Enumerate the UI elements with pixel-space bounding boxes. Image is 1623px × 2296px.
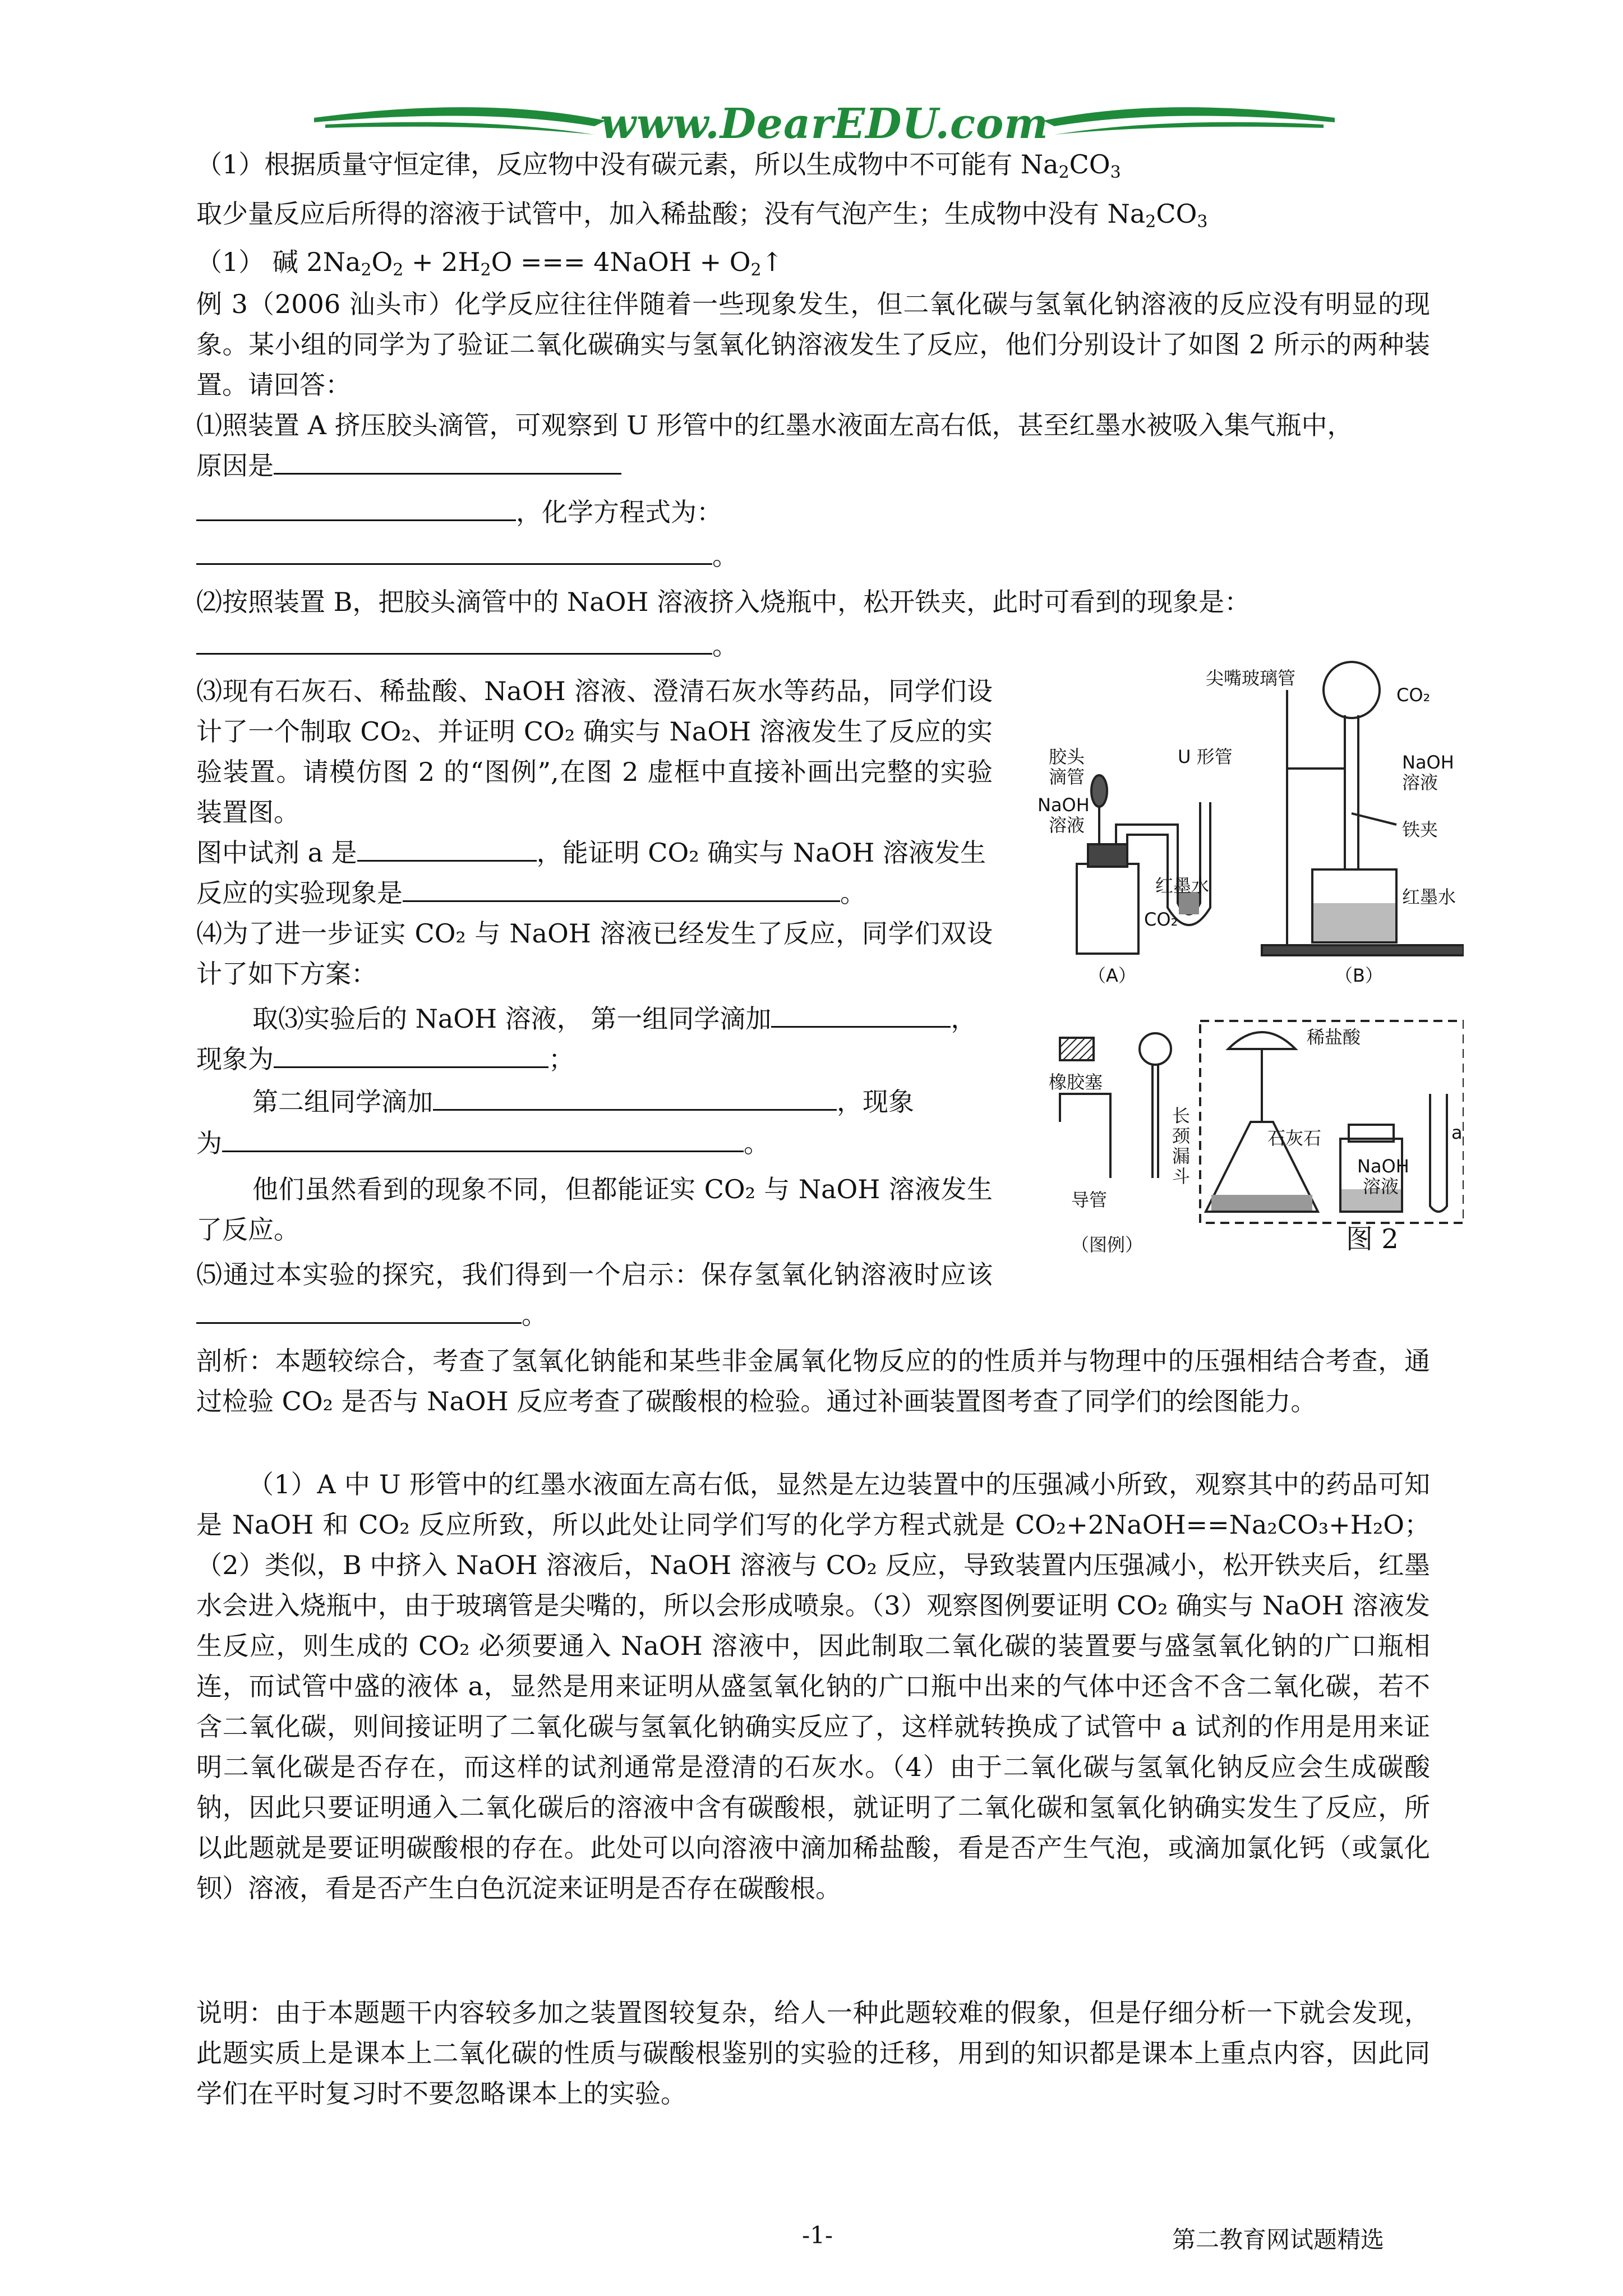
answer-blank[interactable] <box>222 1126 744 1152</box>
answer-blank[interactable] <box>274 1042 548 1068</box>
answer-blank[interactable] <box>403 876 840 902</box>
tube-icon <box>1060 1094 1110 1178</box>
svg-text:溶液: 溶液 <box>1402 772 1438 793</box>
analysis-paragraph-1: 剖析：本题较综合，考查了氢氧化钠能和某些非金属氧化物反应的的性质并与物理中的压强相结合考查，通过检验 CO₂ 是否与 NaOH 反应考查了碳酸根的检验。通过补画装置图考查了同学们的绘图能力。 <box>196 1346 1430 1416</box>
answer-blank[interactable] <box>196 1297 522 1324</box>
svg-text:NaOH: NaOH <box>1402 752 1454 773</box>
svg-text:溶液: 溶液 <box>1049 815 1085 836</box>
svg-text:颈: 颈 <box>1172 1125 1191 1147</box>
svg-text:稀盐酸: 稀盐酸 <box>1307 1027 1361 1048</box>
question-1: ⑴照装置 A 挤压胶头滴管，可观察到 U 形管中的红墨水液面左高右低，甚至红墨水被吸入集气瓶中， 原因是 <box>196 410 1353 481</box>
question-3: ⑶现有石灰石、稀盐酸、NaOH 溶液、澄清石灰水等药品，同学们设计了一个制取 CO₂、并证明 CO₂ 确实与 NaOH 溶液发生了反应的实验装置。请模仿图 2 的“图例”,在图 2 虚框中直接补画出完整的实验装置图。 <box>196 676 993 827</box>
dropper-bulb-icon <box>1091 775 1107 807</box>
answer-blank[interactable] <box>771 1001 951 1028</box>
svg-text:橡胶塞: 橡胶塞 <box>1049 1071 1103 1093</box>
svg-text:CO₂: CO₂ <box>1144 909 1178 930</box>
answer-blank[interactable] <box>357 835 537 862</box>
question-4-group-2: 第二组同学滴加 ，现象 <box>196 1082 1049 1122</box>
svg-text:尖嘴玻璃管: 尖嘴玻璃管 <box>1206 668 1296 689</box>
svg-text:红墨水: 红墨水 <box>1402 886 1456 908</box>
svg-text:NaOH: NaOH <box>1038 794 1090 816</box>
answer-blank[interactable] <box>196 495 516 521</box>
svg-text:NaOH: NaOH <box>1357 1156 1409 1177</box>
figure-2-apparatus <box>1038 656 1464 1285</box>
svg-text:斗: 斗 <box>1172 1166 1191 1187</box>
question-2: ⑵按照装置 B，把胶头滴管中的 NaOH 溶液挤入烧瓶中，松开铁夹，此时可看到的现象是： <box>196 587 1251 617</box>
gas-bottle-icon <box>1077 864 1138 954</box>
example-intro: 例 3（2006 汕头市）化学反应往往伴随着一些现象发生，但二氧化碳与氢氧化钠溶液的反应没有明显的现象。某小组的同学为了验证二氧化碳确实与氢氧化钠溶液发生了反应，他们分别设计了如图 2 所示的两种装置。请回答： <box>196 289 1430 400</box>
test-tube-icon <box>1430 1094 1447 1212</box>
svg-text:（图例）: （图例） <box>1071 1234 1144 1255</box>
svg-text:a: a <box>1451 1122 1463 1143</box>
answer-line-2: 取少量反应后所得的溶液于试管中，加入稀盐酸；没有气泡产生；生成物中没有 $Na_2CO_3$ <box>196 199 1208 232</box>
analysis-paragraph-2: （1）A 中 U 形管中的红墨水液面左高右低，显然是左边装置中的压强减小所致，观察其中的药品可知是 NaOH 和 CO₂ 反应所致，所以此处让同学们写的化学方程式就是 CO₂+2NaOH==Na₂CO₃+H₂O；（2）类似，B 中挤入 NaOH 溶液后，NaOH 溶液与 CO₂ 反应，导致装置内压强减小，松开铁夹后，红墨水会进入烧瓶中，由于玻璃管是尖嘴的，所以会形成喷泉。（3）观察图例要证明 CO₂ 确实与 NaOH 溶液发生反应，则生成的 CO₂ 必须要通入 NaOH 溶液中，因此制取二氧化碳的装置要与盛氢氧化钠的广口瓶相连，而试管中盛的液体 a，显然是用来证明从盛氢氧化钠的广口瓶中出来的气体中还含不含二氧化碳，若不含二氧化碳，则间接证明了二氧化碳与氢氧化钠确实反应了，这样就转换成了试管中 a 试剂的作用是用来证明二氧化碳是否存在，而这样的试剂通常是澄清的石灰水。（4）由于二氧化碳与氢氧化钠反应会生成碳酸钠，因此只要证明通入二氧化碳后的溶液中含有碳酸根，就证明了二氧化碳和氢氧化钠确实发生了反应，所以此题就是要证明碳酸根的存在。此处可以向溶液中滴加稀盐酸，看是否产生气泡，或滴加氯化钙（或氯化钡）溶液，看是否产生白色沉淀来证明是否存在碳酸根。 <box>196 1469 1430 1903</box>
svg-text:（A）: （A） <box>1088 965 1136 986</box>
svg-text:U 形管: U 形管 <box>1178 746 1233 767</box>
answer-line-3: （1） 碱 $2Na_2O_2 + 2H_2O$ === 4NaOH + $O_2↑$ <box>196 247 783 280</box>
svg-text:漏: 漏 <box>1172 1145 1191 1167</box>
answer-blank[interactable] <box>196 539 712 565</box>
funnel-icon <box>1140 1033 1171 1065</box>
footer-site: 第二教育网试题精选 <box>1172 2226 1385 2253</box>
svg-text:胶头: 胶头 <box>1049 746 1085 767</box>
question-3-reagent: 图中试剂 a 是 ，能证明 CO₂ 确实与 NaOH 溶液发生 <box>196 832 993 873</box>
answer-blank[interactable] <box>274 448 621 475</box>
answer-line-1: （1）根据质量守恒定律，反应物中没有碳元素，所以生成物中不可能有 $Na_2CO_3$ <box>196 149 1121 182</box>
question-4-phenomenon-2: 为 。 <box>196 1123 993 1163</box>
figure-caption: 图 2 <box>1346 1223 1399 1255</box>
page-number: -1- <box>802 2221 833 2249</box>
question-4: ⑷为了进一步证实 CO₂ 与 NaOH 溶液已经发生了反应，同学们双设计了如下方案： <box>196 918 993 989</box>
answer-blank[interactable] <box>433 1084 837 1111</box>
svg-text:（B）: （B） <box>1335 965 1383 986</box>
question-3-phenomenon: 反应的实验现象是 。 <box>196 873 993 913</box>
svg-text:导管: 导管 <box>1071 1189 1108 1211</box>
round-flask-icon <box>1324 662 1380 718</box>
svg-text:滴管: 滴管 <box>1049 766 1085 788</box>
question-5: ⑸通过本实验的探究，我们得到一个启示：保存氢氧化钠溶液时应该。 <box>196 1259 993 1330</box>
svg-text:铁夹: 铁夹 <box>1402 819 1438 840</box>
question-4-phenomenon-1: 现象为 ； <box>196 1039 993 1079</box>
question-4-group-1: 取⑶实验后的 NaOH 溶液， 第一组同学滴加 ， <box>196 999 1049 1039</box>
header-site-title: www.DearEDU.com <box>600 100 1049 148</box>
svg-text:溶液: 溶液 <box>1363 1176 1399 1197</box>
svg-text:长: 长 <box>1172 1105 1191 1126</box>
question-1-line-3: 。 <box>196 537 1430 574</box>
svg-text:红墨水: 红墨水 <box>1155 875 1210 896</box>
question-4-conclusion: 他们虽然看到的现象不同，但都能证实 CO₂ 与 NaOH 溶液发生了反应。 <box>196 1174 993 1245</box>
answer-blank[interactable] <box>196 628 712 655</box>
svg-text:石灰石: 石灰石 <box>1267 1128 1322 1149</box>
question-1-line-2: ，化学方程式为： <box>196 494 1430 531</box>
question-2-line-2: 。 <box>196 627 1430 664</box>
svg-text:CO₂: CO₂ <box>1396 684 1431 706</box>
analysis-note: 说明：由于本题题干内容较多加之装置图较复杂，给人一种此题较难的假象，但是仔细分析一下就会发现，此题实质上是课本上二氧化碳的性质与碳酸根鉴别的实验的迁移，用到的知识都是课本上重点内容，因此同学们在平时复习时不要忽略课本上的实验。 <box>196 1998 1430 2109</box>
rubber-stopper-icon <box>1060 1038 1094 1060</box>
